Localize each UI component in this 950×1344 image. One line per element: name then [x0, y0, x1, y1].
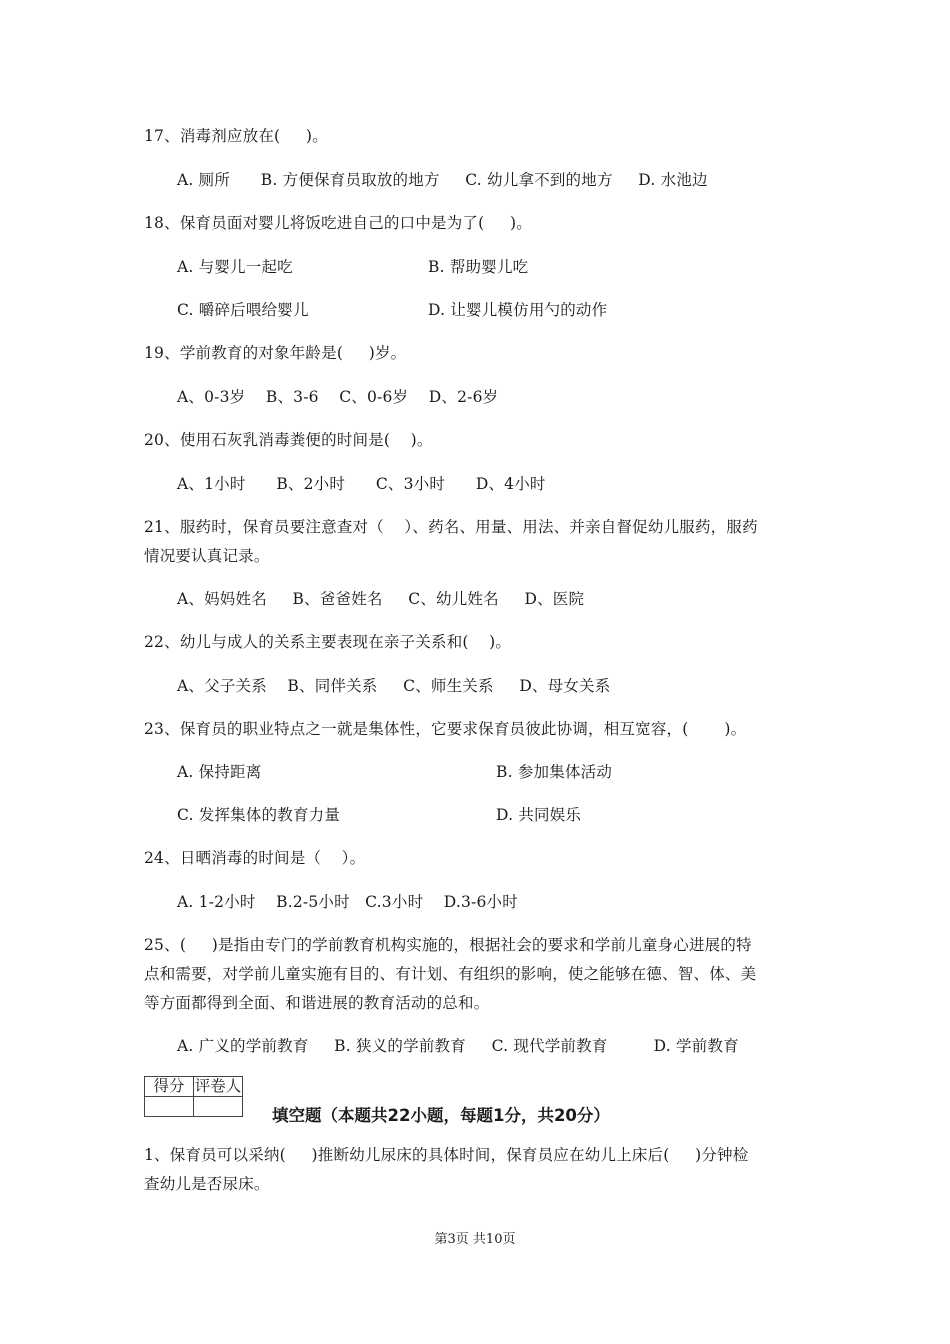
question-stem-line1: 21、服药时，保育员要注意查对（ ）、药名、用量、用法、并亲自督促幼儿服药，服药	[144, 518, 758, 536]
question-options: A. 厕所 B. 方便保育员取放的地方 C. 幼儿拿不到的地方 D. 水池边	[177, 171, 708, 189]
score-label: 得分	[145, 1077, 194, 1097]
score-table	[144, 1076, 243, 1117]
page-number: 第3页 共10页	[434, 1232, 516, 1247]
question-options: A. 广义的学前教育 B. 狭义的学前教育 C. 现代学前教育 D. 学前教育	[177, 1037, 739, 1055]
option-d: D. 让婴儿模仿用勺的动作	[428, 301, 608, 319]
score-cell	[145, 1097, 194, 1117]
question-stem: 19、学前教育的对象年龄是( )岁。	[144, 344, 407, 362]
question-stem: 18、保育员面对婴儿将饭吃进自己的口中是为了( )。	[144, 214, 532, 232]
option-d: D. 共同娱乐	[496, 806, 582, 824]
question-stem-line1: 25、( )是指由专门的学前教育机构实施的，根据社会的要求和学前儿童身心进展的特	[144, 936, 752, 954]
question-stem: 17、消毒剂应放在( )。	[144, 127, 328, 145]
question-stem: 20、使用石灰乳消毒粪便的时间是( )。	[144, 431, 433, 449]
reviewer-cell	[194, 1097, 243, 1117]
section-title: 填空题（本题共22小题，每题1分，共20分）	[272, 1106, 610, 1125]
question-options: A. 1-2小时 B.2-5小时 C.3小时 D.3-6小时	[177, 893, 518, 911]
question-stem-line2: 点和需要，对学前儿童实施有目的、有计划、有组织的影响，使之能够在德、智、体、美	[144, 965, 757, 983]
option-c: C. 发挥集体的教育力量	[177, 806, 341, 824]
reviewer-label: 评卷人	[194, 1077, 242, 1095]
question-stem-line2: 查幼儿是否尿床。	[144, 1175, 270, 1193]
option-b: B. 参加集体活动	[496, 763, 613, 781]
option-b: B. 帮助婴儿吃	[428, 258, 529, 276]
question-options: A、父子关系 B、同伴关系 C、师生关系 D、母女关系	[177, 677, 611, 695]
option-c: C. 嚼碎后喂给婴儿	[177, 301, 309, 319]
option-a: A. 与婴儿一起吃	[177, 258, 293, 276]
question-stem-line2: 情况要认真记录。	[144, 547, 270, 565]
question-stem-line1: 1、保育员可以采纳( )推断幼儿尿床的具体时间，保育员应在幼儿上床后( )分钟检	[144, 1146, 749, 1164]
question-stem: 22、幼儿与成人的关系主要表现在亲子关系和( )。	[144, 633, 512, 651]
option-a: A. 保持距离	[177, 763, 262, 781]
question-options: A、1小时 B、2小时 C、3小时 D、4小时	[177, 475, 546, 493]
question-stem: 24、日晒消毒的时间是（ ）。	[144, 849, 366, 867]
question-stem: 23、保育员的职业特点之一就是集体性，它要求保育员彼此协调，相互宽容，( )。	[144, 720, 747, 738]
question-options: A、妈妈姓名 B、爸爸姓名 C、幼儿姓名 D、医院	[177, 590, 585, 608]
question-stem-line3: 等方面都得到全面、和谐进展的教育活动的总和。	[144, 994, 490, 1012]
question-options: A、0-3岁 B、3-6 C、0-6岁 D、2-6岁	[177, 388, 499, 406]
